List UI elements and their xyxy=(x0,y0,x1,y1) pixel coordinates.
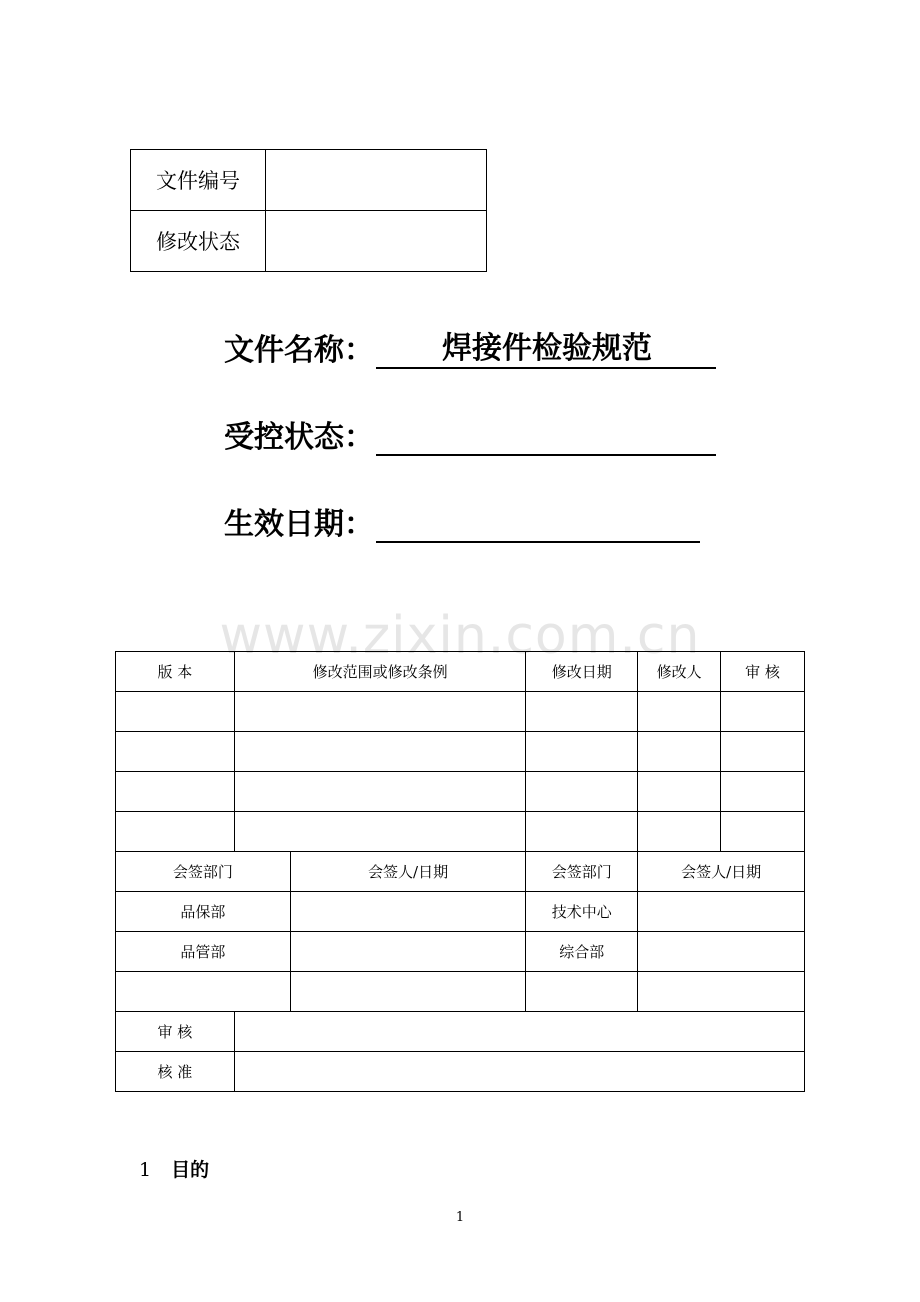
approve-value xyxy=(234,1052,804,1092)
revision-cell-scope xyxy=(234,732,526,772)
revision-cell-scope xyxy=(234,812,526,852)
signoff-cell-signer-date xyxy=(638,932,805,972)
revision-header-row xyxy=(116,652,805,692)
review-value xyxy=(234,1012,804,1052)
control-status-field xyxy=(224,412,716,456)
section-heading xyxy=(139,1155,209,1182)
revision-row xyxy=(116,692,805,732)
revision-cell-date xyxy=(526,772,638,812)
revision-header-scope: 修改范围或修改条例 xyxy=(234,652,526,692)
revision-header-version: 版 本 xyxy=(116,652,235,692)
revision-cell-date xyxy=(526,692,638,732)
signoff-row xyxy=(116,892,805,932)
document-name-line xyxy=(376,333,716,369)
signoff-cell-signer-date xyxy=(638,972,805,1012)
revision-cell-reviewer xyxy=(721,732,805,772)
document-name-field xyxy=(224,325,716,369)
revision-signoff-body xyxy=(116,652,805,1092)
revision-row xyxy=(116,772,805,812)
revision-row xyxy=(116,732,805,772)
signoff-header-signer-date: 会签人/日期 xyxy=(290,852,526,892)
control-status-line xyxy=(376,420,716,456)
effective-date-line xyxy=(376,507,700,543)
signoff-cell-dept: 综合部 xyxy=(526,932,638,972)
control-status-label: 受控状态： xyxy=(224,420,374,455)
signoff-header-row xyxy=(116,852,805,892)
revision-cell-version xyxy=(116,812,235,852)
signoff-cell-signer-date xyxy=(638,892,805,932)
revision-status-value xyxy=(266,211,487,272)
signoff-cell-signer-date xyxy=(290,932,526,972)
signoff-cell-dept xyxy=(116,972,291,1012)
signoff-cell-signer-date xyxy=(290,972,526,1012)
signoff-header-dept: 会签部门 xyxy=(116,852,291,892)
revision-cell-editor xyxy=(638,732,721,772)
revision-cell-editor xyxy=(638,692,721,732)
document-name-value: 焊接件检验规范 xyxy=(442,331,652,366)
revision-row xyxy=(116,812,805,852)
page-number: 1 xyxy=(455,1210,465,1225)
revision-cell-reviewer xyxy=(721,692,805,732)
signoff-header-dept: 会签部门 xyxy=(526,852,638,892)
document-name-label: 文件名称： xyxy=(224,333,374,368)
revision-cell-version xyxy=(116,692,235,732)
signoff-cell-signer-date xyxy=(290,892,526,932)
signoff-row xyxy=(116,932,805,972)
approve-label: 核 准 xyxy=(116,1052,235,1092)
revision-header-date: 修改日期 xyxy=(526,652,638,692)
revision-cell-editor xyxy=(638,772,721,812)
revision-header-reviewer: 审 核 xyxy=(721,652,805,692)
revision-cell-version xyxy=(116,732,235,772)
doc-number-label: 文件编号 xyxy=(131,150,266,211)
review-label: 审 核 xyxy=(116,1012,235,1052)
revision-cell-scope xyxy=(234,772,526,812)
revision-header-editor: 修改人 xyxy=(638,652,721,692)
revision-cell-editor xyxy=(638,812,721,852)
revision-cell-date xyxy=(526,812,638,852)
revision-cell-reviewer xyxy=(721,812,805,852)
revision-cell-reviewer xyxy=(721,772,805,812)
signoff-cell-dept: 品管部 xyxy=(116,932,291,972)
revision-cell-scope xyxy=(234,692,526,732)
review-row xyxy=(116,1012,805,1052)
effective-date-field xyxy=(224,499,700,543)
doc-info-table xyxy=(130,149,487,272)
revision-status-label: 修改状态 xyxy=(131,211,266,272)
approve-row xyxy=(116,1052,805,1092)
revision-signoff-table xyxy=(115,651,805,1092)
doc-number-value xyxy=(266,150,487,211)
signoff-header-signer-date: 会签人/日期 xyxy=(638,852,805,892)
signoff-cell-dept: 技术中心 xyxy=(526,892,638,932)
watermark: www.zixin.com.cn xyxy=(219,606,701,666)
revision-cell-date xyxy=(526,732,638,772)
signoff-cell-dept xyxy=(526,972,638,1012)
section-number: 1 xyxy=(139,1159,152,1181)
revision-status-row xyxy=(131,211,487,272)
signoff-row xyxy=(116,972,805,1012)
revision-cell-version xyxy=(116,772,235,812)
effective-date-label: 生效日期： xyxy=(224,507,374,542)
section-title: 目的 xyxy=(171,1159,210,1181)
doc-number-row xyxy=(131,150,487,211)
signoff-cell-dept: 品保部 xyxy=(116,892,291,932)
